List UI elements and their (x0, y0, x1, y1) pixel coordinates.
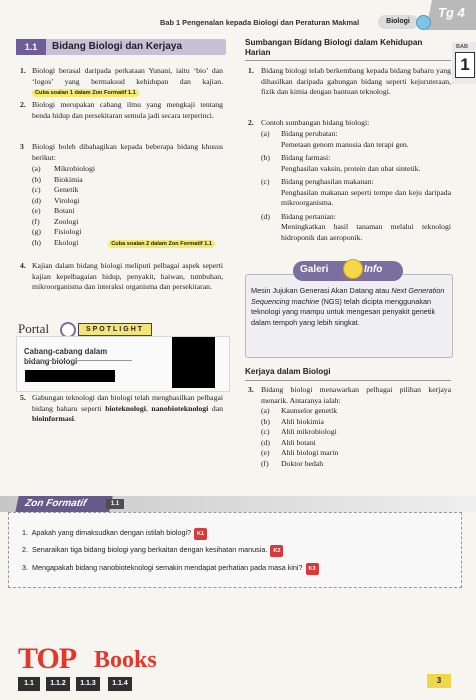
question-3: 3. Mengapakah bidang nanobioteknologi semakin mendapat perhatian pada masa kini? K3 (22, 563, 319, 575)
topbooks-logo: TOP (18, 642, 77, 675)
redacted-block (25, 370, 115, 382)
list-item: (g) Fisiologi (32, 227, 82, 236)
tab-1-1-2[interactable]: 1.1.2 (46, 677, 70, 691)
section-number: 1.1 (16, 39, 46, 55)
list-item: (f) Zoologi (32, 216, 79, 226)
divider (245, 380, 451, 381)
tab-1-1[interactable]: 1.1 (18, 677, 40, 691)
portal-caption: Cabang-cabang dalam bidang biologi (24, 347, 108, 366)
right-paragraph-3: 3. Bidang biologi menawarkan pelbagai pilihan kerjaya menarik. Antaranya ialah: (248, 385, 451, 405)
zon-formatif-tag-2[interactable]: Cuba soalan 2 dalam Zon Formatif 1.1 (108, 240, 215, 248)
list-item: (c) Bidang penghasilan makanan: (261, 177, 374, 186)
question-2: 2. Senaraikan tiga bidang biologi yang berkaitan dengan kesihatan manusia. K2 (22, 545, 283, 557)
list-item: (e) Ahli biologi marin (261, 448, 339, 457)
tab-1-1-4[interactable]: 1.1.4 (108, 677, 132, 691)
galeri-label: Galeri (300, 264, 329, 275)
paragraph-2: 2. Biologi merupakan cabang ilmu yang mengkaji tentang benda hidup dan persekitaran semula jadi secara terperinci. (20, 100, 223, 120)
portal-label: Portal (18, 321, 50, 336)
right-paragraph-1: 1. Bidang biologi telah berkembang kepada bidang baharu yang dihasilkan daripada gabungan bidang seperti kejuruteraan, fizik dan kimia dengan bantuan teknologi. (248, 66, 451, 96)
example-list: (a) Bidang perubatan: Pemetaan genom manusia dan terapi gen. (b) Bidang farmasi: Penghasilan vaksin, protein dan ubat sintetik. (c) Bidang penghasilan makanan: Penghasilan makanan seperti tempe dan keju daripada mikroorganisma. (d) Bidang pertanian: Meningkatkan hasil tanaman melalui teknologi hidroponik dan aeroponik. (261, 129, 451, 242)
list-item: (d) Bidang pertanian: (261, 211, 336, 221)
list-item: (d) Virologi (32, 195, 80, 205)
zon-formatif-number: 1.1 (106, 499, 124, 509)
chapter-title: Bab 1 Pengenalan kepada Biologi dan Peraturan Makmal (160, 18, 360, 27)
list-item: (b) Biokimia (32, 174, 83, 184)
subject-pill: Biologi (378, 15, 418, 29)
spotlight-label: SPOTLIGHT (78, 323, 152, 336)
paragraph-5: 5. Gabungan teknologi dan biologi telah menghasilkan pelbagai bidang baharu seperti bioteknologi, nanobioteknologi dan bioinformasi. (20, 393, 223, 423)
list-item: (f) Doktor bedah (261, 458, 324, 468)
globe-icon (416, 15, 431, 30)
list-item: (a) Kaunselor genetik (261, 406, 338, 415)
form-level-label: Tg 4 (438, 5, 465, 20)
paragraph-3: 3 Biologi boleh dibahagikan kepada beberapa bidang khusus berikut: (20, 142, 223, 162)
divider (245, 60, 451, 61)
tab-1-1-3[interactable]: 1.1.3 (76, 677, 100, 691)
list-item: (a) Mikrobiologi (32, 164, 96, 173)
question-1: 1. Apakah yang dimaksudkan dengan istilah biologi? K1 (22, 528, 207, 540)
list-item: (c) Genetik (32, 185, 79, 194)
level-badge: K3 (306, 563, 319, 575)
lightbulb-icon (343, 259, 363, 279)
galeri-text: Mesin Jujukan Generasi Akan Datang atau Next Generation Sequencing machine (NGS) telah dicipta menggunakan teknologi yang mampu untuk mengesan penyakit genetik dalam tempoh yang lebih singkat. (251, 286, 445, 327)
list-item: (e) Botani (32, 206, 75, 215)
list-item: (b) Ahli biokimia (261, 416, 324, 426)
paragraph-4: 4. Kajian dalam bidang biologi meliputi pelbagai aspek seperti kajian kepelbagaian hidup, penyakit, haiwan, tumbuhan, mikroorganisma dan interaksi organisma dan persekitaran. (20, 261, 223, 291)
level-badge: K1 (194, 528, 207, 540)
info-label: Info (364, 264, 383, 275)
page-number: 3 (427, 674, 451, 688)
heading-contribution: Sumbangan Bidang Biologi dalam Kehidupan Harian (245, 38, 423, 57)
paragraph-1: 1. Biologi berasal daripada perkataan Yunani, iaitu ‘bio’ dan ‘logos’ yang bermaksud kehidupan dan kajian. Cuba soalan 1 dalam Zon Formatif 1.1 (20, 66, 223, 96)
career-list (261, 406, 451, 469)
right-paragraph-2: 2. Contoh sumbangan bidang biologi: (248, 118, 370, 127)
level-badge: K2 (270, 545, 283, 557)
list-item: (a) Bidang perubatan: (261, 129, 338, 138)
list-item: (b) Bidang farmasi: (261, 153, 331, 162)
qr-code[interactable] (172, 337, 215, 388)
topbooks-logo-books: Books (94, 647, 157, 673)
bab-number: 1 (455, 52, 475, 78)
caption-divider (24, 360, 132, 361)
heading-careers: Kerjaya dalam Biologi (245, 367, 331, 376)
bab-label: BAB (456, 44, 468, 50)
field-list (32, 164, 227, 249)
list-item: (c) Ahli mikrobiologi (261, 427, 337, 436)
list-item: (d) Ahli botani (261, 437, 316, 447)
zon-formatif-title: Zon Formatif (15, 496, 112, 512)
list-item: (h) Ekologi Cuba soalan 2 dalam Zon Formatif 1.1 (32, 238, 227, 250)
section-title: Bidang Biologi dan Kerjaya (52, 41, 183, 52)
zon-formatif-tag-1[interactable]: Cuba soalan 1 dalam Zon Formatif 1.1 (32, 89, 139, 97)
